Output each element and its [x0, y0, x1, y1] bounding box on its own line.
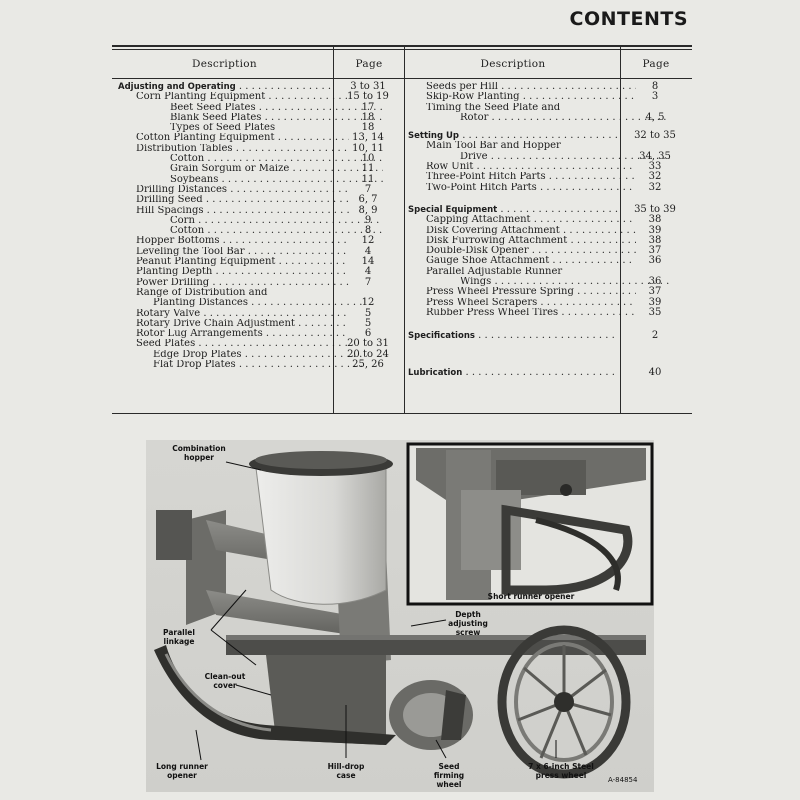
toc-entry: Hill Spacings . . . 8, 9: [118, 206, 408, 216]
header-underline: [112, 78, 692, 79]
toc-entry: Types of Seed Plates 18: [170, 122, 375, 134]
toc-entry: Gauge Shoe Attachment . . . 36: [408, 256, 693, 266]
toc-entry: Corn . . . 9: [118, 216, 408, 226]
toc-entry: Power Drilling . . . 7: [118, 278, 408, 288]
planter-unit-photo: [146, 440, 654, 792]
label-depth-adjusting-screw: Depth adjusting screw: [448, 610, 488, 637]
table-top-rule-thin: [112, 49, 692, 50]
toc-entry: Seed Plates . . . 20 to 31: [118, 339, 408, 349]
label-hill-drop-case: Hill-drop case: [327, 762, 365, 780]
toc-entry: Seeds per Hill . . . 8: [408, 82, 693, 92]
toc-entry: Rotary Valve . . . 5: [118, 309, 408, 319]
toc-entry: Row Unit . . . 33: [408, 162, 693, 172]
toc-entry: Rotor Lug Arrangements . . . 6: [118, 329, 408, 339]
label-short-runner-opener: Short runner opener: [487, 592, 575, 601]
toc-entry: Planting Distances . . . 12: [118, 298, 408, 308]
toc-entry: Disk Covering Attachment . . . 39: [408, 226, 693, 236]
toc-entry: Edge Drop Plates . . . 20 to 24: [118, 350, 408, 360]
label-long-runner-opener: Long runner opener: [156, 762, 208, 780]
toc-entry: Lubrication . . . 40: [408, 368, 693, 378]
toc-entry: Hopper Bottoms . . . 12: [118, 236, 408, 246]
figure-number: A-84854: [608, 776, 638, 784]
toc-entry: Rotary Drive Chain Adjustment . . . 5: [118, 319, 408, 329]
right-page-header: Page: [642, 58, 670, 70]
toc-entry: Wings . . . 36: [408, 277, 693, 287]
toc-right-column: [408, 82, 693, 378]
table-bottom-rule: [112, 413, 692, 414]
toc-entry: Specifications . . . 2: [408, 331, 693, 341]
table-top-rule: [112, 45, 692, 47]
toc-entry: Parallel Adjustable Runner: [426, 266, 563, 277]
toc-entry: Distribution Tables . . . 10, 11: [118, 144, 408, 154]
toc-entry: Three-Point Hitch Parts . . . 32: [408, 172, 693, 182]
toc-entry: Cotton . . . 8: [118, 226, 408, 236]
toc-entry: Peanut Planting Equipment . . . 14: [118, 257, 408, 267]
toc-entry: Planting Depth . . . 4: [118, 267, 408, 277]
toc-entry: Capping Attachment . . . 38: [408, 215, 693, 225]
page-title: CONTENTS: [569, 8, 688, 30]
toc-entry: Drilling Seed . . . 6, 7: [118, 195, 408, 205]
toc-entry: Disk Furrowing Attachment . . . 38: [408, 236, 693, 246]
toc-entry: Corn Planting Equipment . . . 15 to 19: [118, 92, 408, 102]
toc-entry: Skip-Row Planting . . . 3: [408, 92, 693, 102]
toc-entry: Leveling the Tool Bar . . . 4: [118, 247, 408, 257]
toc-entry: Cotton Planting Equipment . . . 13, 14: [118, 133, 408, 143]
toc-entry: Adjusting and Operating . . . 3 to 31: [118, 82, 408, 92]
toc-entry: Rubber Press Wheel Tires . . . 35: [408, 308, 693, 318]
toc-entry: Double-Disk Opener . . . 37: [408, 246, 693, 256]
toc-entry: Timing the Seed Plate and: [426, 102, 561, 113]
label-combination-hopper: Combination hopper: [172, 444, 226, 462]
toc-entry: Drive . . . 34, 35: [408, 152, 693, 162]
toc-entry: Beet Seed Plates . . . 17: [118, 103, 408, 113]
toc-entry: Soybeans . . . 11: [118, 175, 408, 185]
toc-entry: Press Wheel Pressure Spring . . . 37: [408, 287, 693, 297]
toc-entry: Cotton . . . 10: [118, 154, 408, 164]
toc-entry: Two-Point Hitch Parts . . . 32: [408, 183, 693, 193]
toc-left-column: [118, 82, 408, 370]
toc-entry: Press Wheel Scrapers . . . 39: [408, 298, 693, 308]
toc-entry: Range of Distribution and: [136, 287, 268, 298]
toc-entry: Rotor . . . 4, 5: [408, 113, 693, 123]
label-steel-press-wheel: 7 x 6-inch Steel press wheel: [528, 762, 594, 780]
planter-illustration: [146, 440, 654, 792]
right-description-header: Description: [480, 58, 546, 70]
label-parallel-linkage: Parallel linkage: [163, 628, 195, 646]
toc-entry: Main Tool Bar and Hopper: [426, 141, 561, 152]
toc-entry: Setting Up . . . 32 to 35: [408, 131, 693, 141]
toc-entry: Special Equipment . . . 35 to 39: [408, 205, 693, 215]
left-description-header: Description: [192, 58, 257, 70]
label-seed-firming-wheel: Seed firming wheel: [433, 762, 465, 789]
toc-entry: Blank Seed Plates . . . 18: [118, 113, 408, 123]
toc-entry: Drilling Distances . . . 7: [118, 185, 408, 195]
toc-entry: Flat Drop Plates . . . 25, 26: [118, 360, 408, 370]
toc-entry: Grain Sorgum or Maize . . . 11: [118, 164, 408, 174]
left-page-header: Page: [355, 58, 383, 70]
label-clean-out-cover: Clean-out cover: [204, 672, 246, 690]
